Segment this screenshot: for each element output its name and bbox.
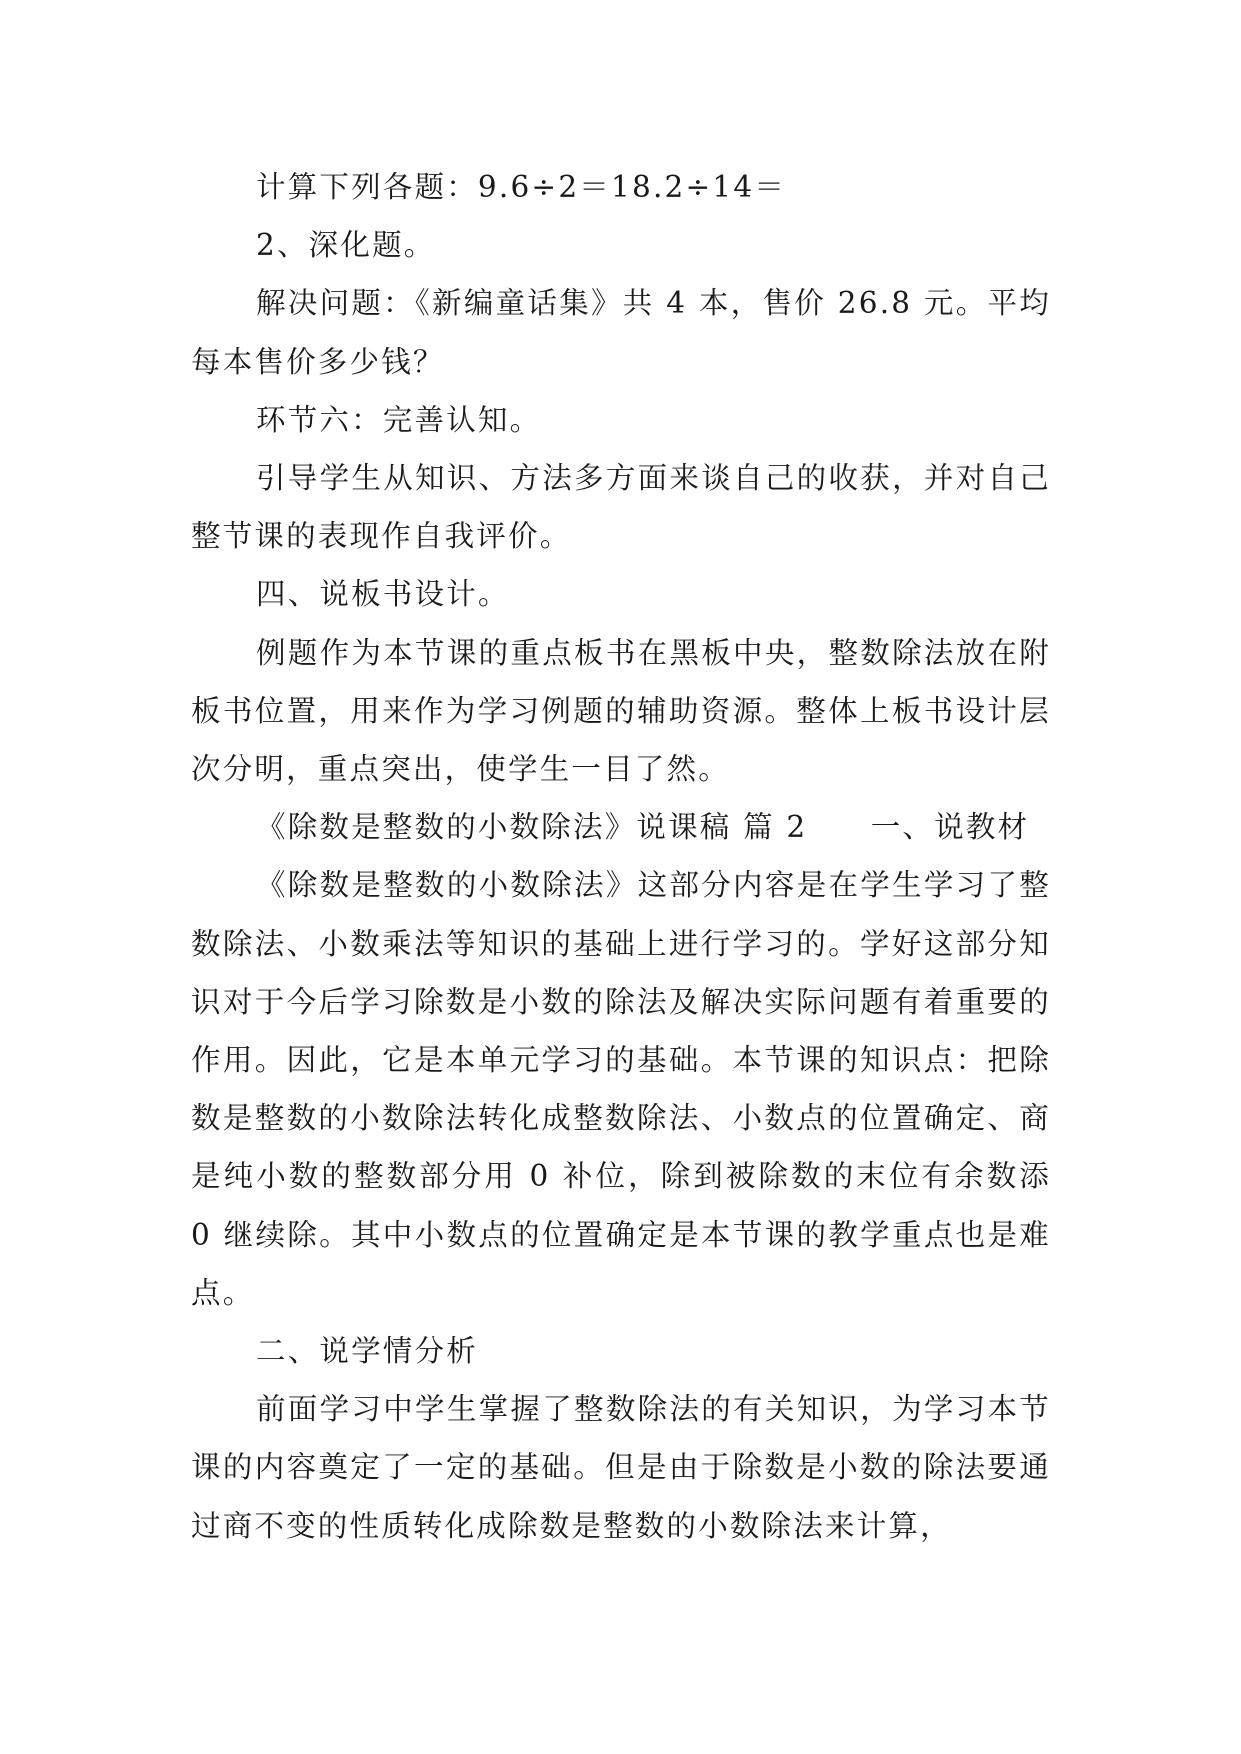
paragraph-step-six-heading: 环节六：完善认知。 — [256, 402, 542, 437]
paragraph-learner-analysis-heading: 二、说学情分析 — [256, 1334, 478, 1369]
paragraph-textbook: 《除数是整数的小数除法》这部分内容是在学生学习了整数除法、小数乘法等知识的基础上进行学习的。学好这部分知识对于今后学习除数是小数的除法及解决实际问题有着重要的作用。因此，它是本单元学习的基础。本节课的知识点：把除数是整数的小数除法转化成整数除法、小数点的位置确定、商是纯小数的整数部分用 0 补位，除到被除数的末位有余数添 0 继续除。其中小数点的位置确定是本节课的教学重点也是难点。 — [191, 868, 1051, 1310]
paragraph-board-design: 例题作为本节课的重点板书在黑板中央，整数除法放在附板书位置，用来作为学习例题的辅助资源。整体上板书设计层次分明，重点突出，使学生一目了然。 — [191, 635, 1051, 787]
paragraph-summary: 引导学生从知识、方法多方面来谈自己的收获，并对自己整节课的表现作自我评价。 — [191, 461, 1051, 554]
paragraph-problem: 解决问题：《新编童话集》共 4 本，售价 26.8 元。平均每本售价多少钱？ — [191, 286, 1051, 379]
paragraph-article-title: 《除数是整数的小数除法》说课稿 篇 2 一、说教材 — [256, 810, 1030, 845]
paragraph-deepening-heading: 2、深化题。 — [256, 228, 436, 263]
paragraph-board-design-heading: 四、说板书设计。 — [256, 577, 510, 612]
document-body — [191, 158, 1051, 1555]
paragraph-learner-analysis: 前面学习中学生掌握了整数除法的有关知识，为学习本节课的内容奠定了一定的基础。但是由于除数是小数的除法要通过商不变的性质转化成除数是整数的小数除法来计算， — [191, 1392, 1051, 1543]
paragraph-exercise: 计算下列各题：9.6÷2＝18.2÷14＝ — [256, 170, 787, 204]
